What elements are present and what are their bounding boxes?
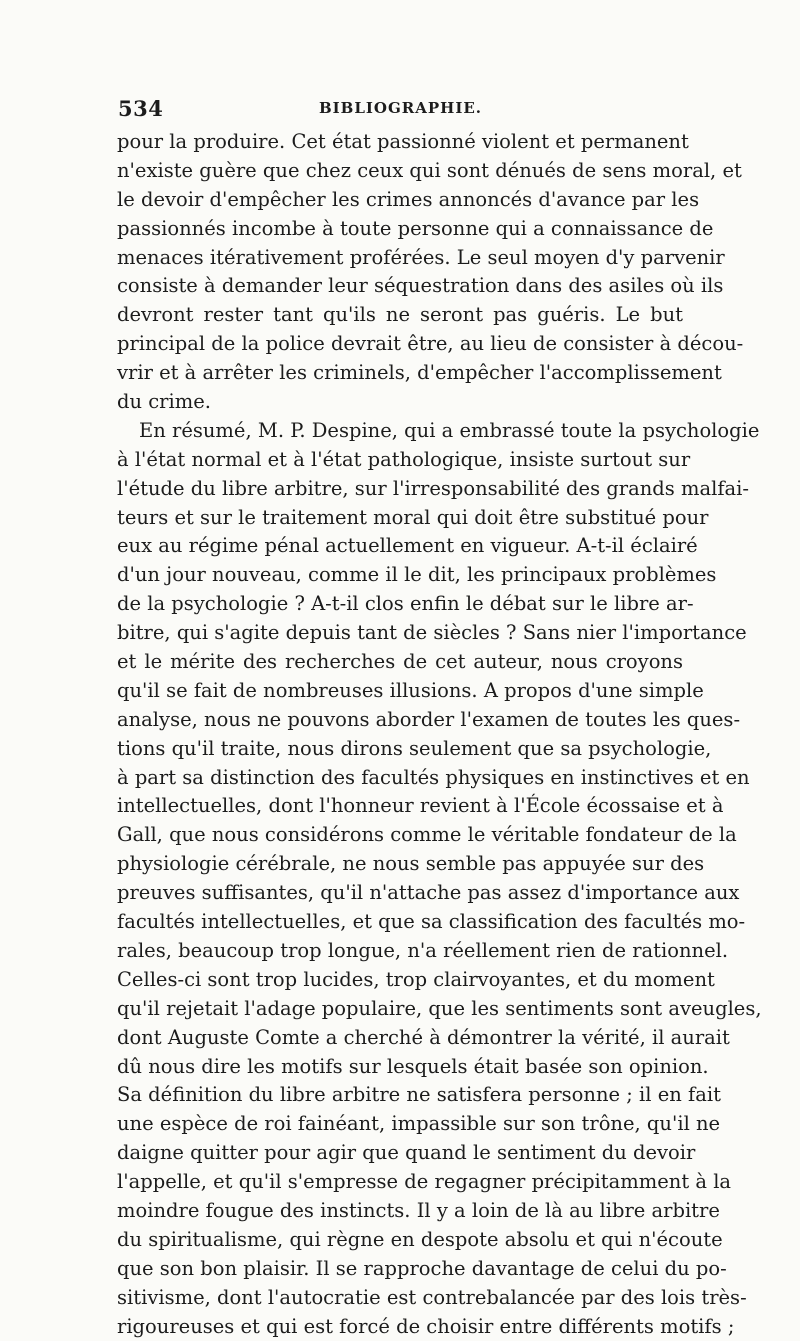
- text-line: à part sa distinction des facultés physiques en instinctives et en: [117, 765, 750, 789]
- text-line: le devoir d'empêcher les crimes annoncés d'avance par les: [117, 187, 700, 211]
- paragraph-start-line: En résumé, M. P. Despine, qui a embrassé toute la psychologie: [139, 418, 760, 442]
- text-line: eux au régime pénal actuellement en vigueur. A-t-il éclairé: [117, 534, 698, 558]
- text-line: qu'il se fait de nombreuses illusions. A propos d'une simple: [117, 678, 704, 702]
- text-line: à l'état normal et à l'état pathologique, insiste surtout sur: [117, 447, 691, 471]
- text-line: passionnés incombe à toute personne qui a connaissance de: [117, 216, 714, 240]
- page-number: 534: [118, 96, 164, 121]
- paragraph-end-line: du crime.: [117, 390, 211, 414]
- text-line: Sa définition du libre arbitre ne satisfera personne ; il en fait: [117, 1083, 721, 1107]
- text-line: du spiritualisme, qui règne en despote absolu et qui n'écoute: [117, 1227, 723, 1251]
- body-text: [117, 128, 762, 1341]
- text-line: qu'il rejetait l'adage populaire, que les sentiments sont aveugles,: [117, 996, 762, 1020]
- text-line: analyse, nous ne pouvons aborder l'examen de toutes les ques-: [117, 707, 741, 731]
- text-line: Celles-ci sont trop lucides, trop clairvoyantes, et du moment: [117, 967, 715, 991]
- text-line: que son bon plaisir. Il se rapproche davantage de celui du po-: [117, 1256, 727, 1280]
- text-line: vrir et à arrêter les criminels, d'empêcher l'accomplissement: [117, 361, 722, 385]
- text-line: n'existe guère que chez ceux qui sont dénués de sens moral, et: [117, 158, 742, 182]
- page-header: [118, 96, 683, 126]
- text-line: menaces itérativement proférées. Le seul moyen d'y parvenir: [117, 245, 725, 269]
- text-line: tions qu'il traite, nous dirons seulement que sa psychologie,: [117, 736, 712, 760]
- text-line: dû nous dire les motifs sur lesquels était basée son opinion.: [117, 1054, 709, 1078]
- text-line: une espèce de roi fainéant, impassible sur son trône, qu'il ne: [117, 1112, 721, 1136]
- text-line: pour la produire. Cet état passionné violent et permanent: [117, 130, 689, 153]
- text-line: teurs et sur le traitement moral qui doit être substitué pour: [117, 505, 709, 529]
- text-line: d'un jour nouveau, comme il le dit, les principaux problèmes: [117, 563, 717, 587]
- running-title: BIBLIOGRAPHIE.: [318, 99, 483, 117]
- text-line: et le mérite des recherches de cet auteur, nous croyons: [117, 650, 683, 674]
- text-line: Gall, que nous considérons comme le véritable fondateur de la: [117, 823, 737, 847]
- text-line: l'étude du libre arbitre, sur l'irresponsabilité des grands malfai-: [117, 476, 749, 500]
- text-line: facultés intellectuelles, et que sa classification des facultés mo-: [117, 910, 746, 934]
- text-line: sitivisme, dont l'autocratie est contrebalancée par des lois très-: [117, 1285, 747, 1309]
- text-line: moindre fougue des instincts. Il y a loin de là au libre arbitre: [117, 1198, 720, 1222]
- text-line: dont Auguste Comte a cherché à démontrer la vérité, il aurait: [117, 1025, 730, 1049]
- text-line: rigoureuses et qui est forcé de choisir entre différents motifs ;: [117, 1314, 735, 1338]
- text-line: devront rester tant qu'ils ne seront pas guéris. Le but: [117, 303, 683, 327]
- text-line: bitre, qui s'agite depuis tant de siècles ? Sans nier l'importance: [117, 621, 747, 645]
- text-line: principal de la police devrait être, au lieu de consister à décou-: [117, 332, 744, 356]
- text-line: preuves suffisantes, qu'il n'attache pas assez d'importance aux: [117, 881, 740, 905]
- text-line: consiste à demander leur séquestration dans des asiles où ils: [117, 274, 724, 298]
- text-line: daigne quitter pour agir que quand le sentiment du devoir: [117, 1141, 696, 1165]
- text-line: intellectuelles, dont l'honneur revient à l'École écossaise et à: [117, 794, 724, 818]
- text-line: l'appelle, et qu'il s'empresse de regagner précipitamment à la: [117, 1170, 732, 1194]
- text-line: rales, beaucoup trop longue, n'a réellement rien de rationnel.: [117, 938, 729, 962]
- text-line: de la psychologie ? A-t-il clos enfin le débat sur le libre ar-: [117, 592, 694, 616]
- text-line: physiologie cérébrale, ne nous semble pas appuyée sur des: [117, 852, 705, 876]
